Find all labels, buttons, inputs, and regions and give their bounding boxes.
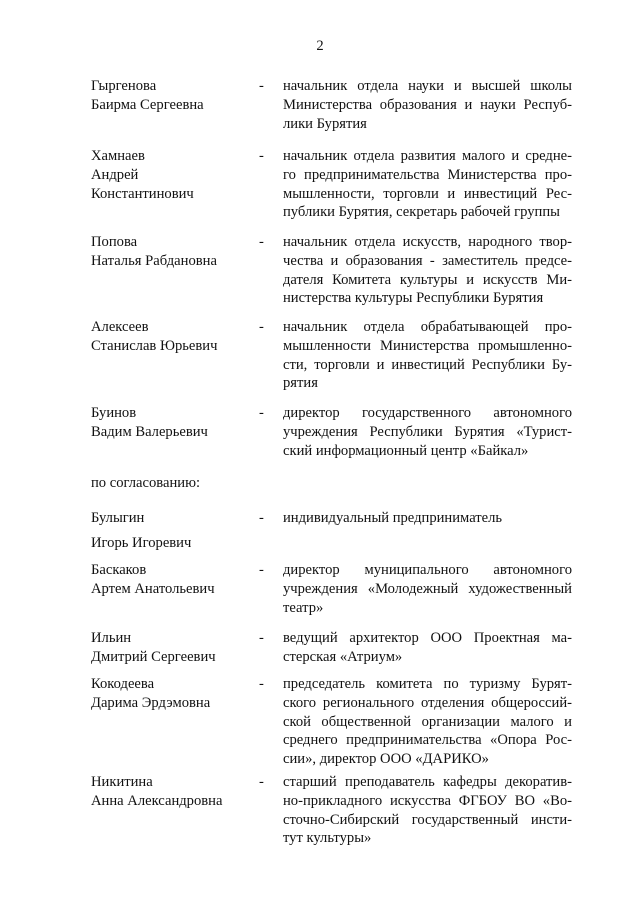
position-line: мышленности, торговли и инвестиций Рес- [283,185,572,202]
position-line: чества и образования - заместитель предсе- [283,252,572,269]
position-line: ской общественной организации малого и [283,713,572,730]
dash-separator: - [259,78,264,94]
member-given-names: Вадим Валерьевич [91,423,208,440]
position-line: Министерства образования и науки Респуб- [283,96,572,113]
member-given-names: Дарима Эрдэмовна [91,694,211,711]
member-surname: Гыргенова [91,78,157,94]
position-line: тут культуры» [283,830,372,847]
member-surname: Буинов [91,405,137,421]
member-position [283,318,572,393]
position-line: нистерства культуры Республики Бурятия [283,290,544,307]
position-line: публики Бурятия, секретарь рабочей группы [283,204,560,221]
member-given-names: Артем Анатольевич [91,580,215,597]
member-surname: Алексеев [91,319,149,335]
position-line: индивидуальный предприниматель [283,510,503,526]
position-line: сточно-Сибирский государственный инсти- [283,811,572,828]
member-given-names: Баирма Сергеевна [91,96,204,113]
member-position [283,233,572,308]
member-given-names: Станислав Юрьевич [91,337,218,354]
position-line: дателя Комитета культуры и искусств Ми- [283,271,572,288]
member-position [283,147,572,222]
member-patronymic: Константинович [91,185,194,202]
member-surname: Попова [91,234,138,250]
member-name [91,773,251,811]
position-line: начальник отдела искусств, народного твор- [283,234,572,250]
member-name [91,147,251,203]
member-name [91,561,251,599]
position-line: директор государственного автономного [283,405,572,421]
position-line: учреждения «Молодежный художественный [283,580,572,597]
member-name [91,233,251,271]
member-surname: Хамнаев [91,148,145,164]
member-given-names: Наталья Рабдановна [91,252,217,269]
position-line: театр» [283,599,324,616]
member-surname: Булыгин [91,510,145,526]
member-name [91,318,251,356]
member-given-name: Андрей [91,166,139,183]
member-surname: Баскаков [91,562,147,578]
member-position [283,773,572,848]
member-name [91,675,251,713]
position-line: начальник отдела обрабатывающей про- [283,319,572,335]
position-line: начальник отдела науки и высшей школы [283,78,572,94]
member-name [91,404,251,442]
dash-separator: - [259,234,264,250]
section-label-by-agreement: по согласованию: [91,475,201,491]
position-line: ского регионального отделения общероссий- [283,694,572,711]
position-line: среднего предпринимательства «Опора Рос- [283,732,572,749]
dash-separator: - [259,676,264,692]
member-position [283,675,572,769]
member-position [283,404,572,460]
member-position [283,509,572,528]
member-given-names: Анна Александровна [91,792,223,809]
position-line: старший преподаватель кафедры декоратив- [283,774,572,790]
member-name [91,629,251,667]
position-line: но-прикладного искусства ФГБОУ ВО «Во- [283,792,572,809]
dash-separator: - [259,510,264,526]
position-line: сти, торговли и инвестиций Республики Бу- [283,356,572,373]
member-surname: Никитина [91,774,153,790]
position-line: директор муниципального автономного [283,562,572,578]
member-given-names: Игорь Игоревич [91,534,192,551]
position-line: ведущий архитектор ООО Проектная ма- [283,630,572,646]
position-line: сии», директор ООО «ДАРИКО» [283,751,489,768]
position-line: ский информационный центр «Байкал» [283,442,529,459]
position-line: го предпринимательства Министерства про- [283,166,572,183]
dash-separator: - [259,562,264,578]
dash-separator: - [259,319,264,335]
dash-separator: - [259,405,264,421]
member-surname: Кокодеева [91,676,155,692]
dash-separator: - [259,148,264,164]
position-line: стерская «Атриум» [283,648,403,665]
member-given-names: Дмитрий Сергеевич [91,648,216,665]
position-line: мышленности Министерства промышленно- [283,337,572,354]
member-position [283,77,572,133]
member-name [91,77,251,115]
dash-separator: - [259,630,264,646]
position-line: лики Бурятия [283,115,367,132]
position-line: рятия [283,375,318,392]
member-position [283,561,572,617]
page-number: 2 [316,38,324,54]
member-surname: Ильин [91,630,132,646]
position-line: начальник отдела развития малого и средне- [283,148,572,164]
dash-separator: - [259,774,264,790]
position-line: учреждения Республики Бурятия «Турист- [283,423,572,440]
member-name [91,509,251,553]
member-position [283,629,572,667]
position-line: председатель комитета по туризму Бурят- [283,676,572,692]
